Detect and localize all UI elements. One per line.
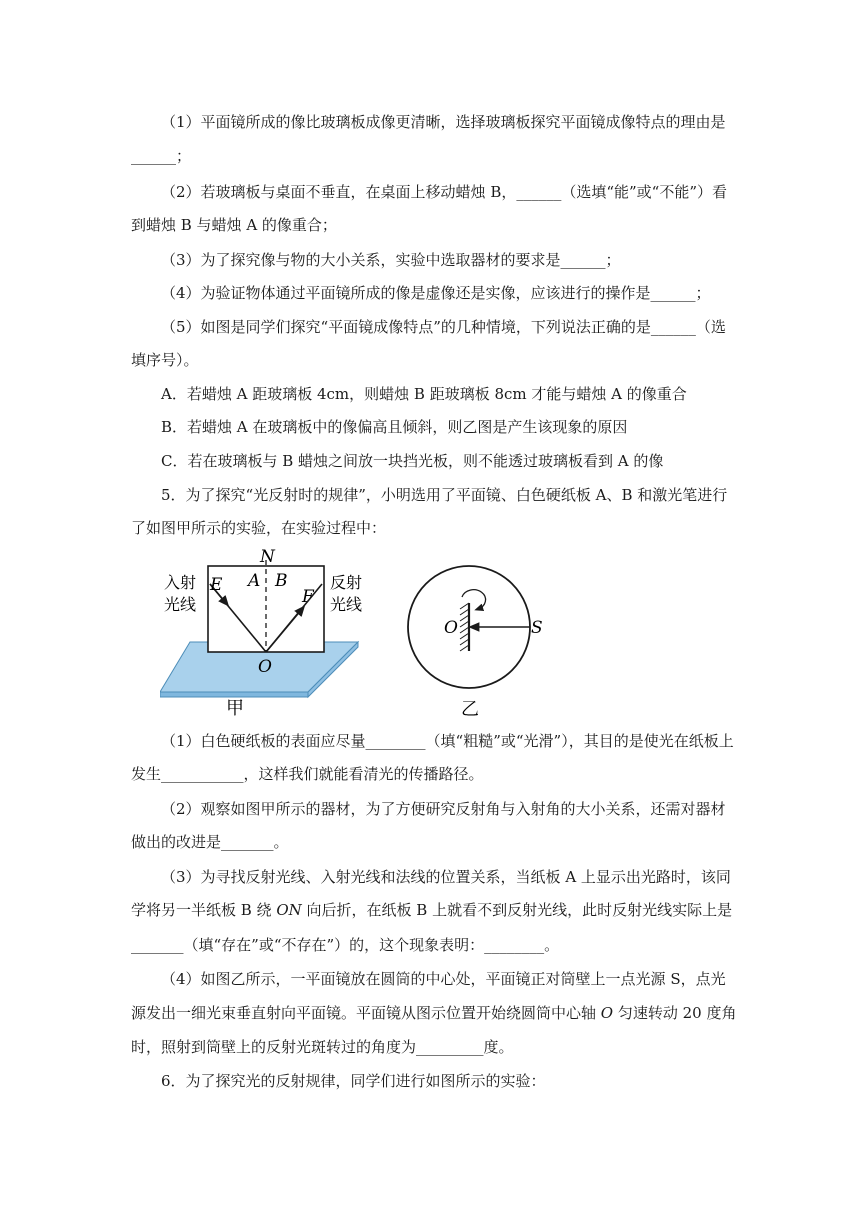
q5-part2-line2: 做出的改进是_______。: [131, 833, 289, 851]
figure-yi-caption: 乙: [461, 699, 479, 720]
q5-stem-line1: 5．为了探究“光反射时的规律”，小明选用了平面镜、白色硬纸板 A、B 和激光笔进行: [161, 486, 728, 504]
q4-part2-line2: 到蜡烛 B 与蜡烛 A 的像重合；: [131, 216, 337, 234]
axis-o-label: O: [600, 1004, 614, 1022]
q4-part5-line1: （5）如图是同学们探究“平面镜成像特点”的几种情境，下列说法正确的是______（选: [161, 318, 726, 336]
label-n: N: [260, 548, 275, 567]
q5-part4-line2: [131, 1003, 737, 1023]
q4-part4: （4）为验证物体通过平面镜所成的像是虚像还是实像，应该进行的操作是______；: [161, 284, 711, 302]
figure-jia-caption: 甲: [226, 698, 244, 719]
q5-part1-line2: 发生___________，这样我们就能看清光的传播路径。: [131, 765, 484, 783]
q5-part4-line2-post: 匀速转动 20 度角: [613, 1004, 737, 1022]
label-reflected-ray-1: 反射: [330, 573, 363, 592]
q5-part2-line1: （2）观察如图甲所示的器材，为了方便研究反射角与入射角的大小关系，还需对器材: [161, 800, 726, 818]
q4-part3: （3）为了探究像与物的大小关系，实验中选取器材的要求是______；: [161, 251, 621, 269]
figure-jia-reflection-setup: [160, 548, 370, 720]
q4-option-b: B．若蜡烛 A 在玻璃板中的像偏高且倾斜，则乙图是产生该现象的原因: [161, 418, 628, 436]
q5-part3-line2: [131, 900, 732, 920]
label-board-b: B: [275, 571, 288, 591]
label-o: O: [444, 618, 458, 638]
q5-part4-line3: 时，照射到筒壁上的反射光斑转过的角度为_________度。: [131, 1038, 514, 1056]
q5-part4-line1: （4）如图乙所示，一平面镜放在圆筒的中心处，平面镜正对筒壁上一点光源 S，点光: [161, 970, 726, 988]
q4-option-c: C．若在玻璃板与 B 蜡烛之间放一块挡光板，则不能透过玻璃板看到 A 的像: [161, 452, 664, 470]
rotation-arrow-icon: [462, 590, 486, 609]
figure-yi-cylinder-mirror: [400, 565, 560, 725]
q5-part3-line3: _______（填“存在”或“不存在”）的，这个现象表明：________。: [131, 936, 560, 954]
q5-part1-line1: （1）白色硬纸板的表面应尽量________（填“粗糙”或“光滑”），其目的是使光在纸板上: [161, 732, 734, 750]
label-reflected-ray-2: 光线: [330, 595, 363, 614]
mirror-edge-front: [160, 692, 308, 697]
label-s: S: [531, 618, 543, 638]
q4-part1-line1: （1）平面镜所成的像比玻璃板成像更清晰，选择玻璃板探究平面镜成像特点的理由是: [161, 113, 726, 131]
q6-stem: 6．为了探究光的反射规律，同学们进行如图所示的实验：: [161, 1072, 546, 1090]
mirror-hatching: [460, 603, 469, 651]
label-incident-ray-1: 入射: [164, 573, 197, 592]
q4-part2-line1: （2）若玻璃板与桌面不垂直，在桌面上移动蜡烛 B，______（选填“能”或“不能”）看: [161, 183, 728, 201]
q5-stem-line2: 了如图甲所示的实验，在实验过程中：: [131, 519, 387, 537]
q4-part5-line2: 填序号）。: [131, 351, 199, 369]
label-board-a: A: [248, 571, 261, 591]
label-o: O: [258, 657, 272, 677]
q5-part3-line2-post: 向后折，在纸板 B 上就看不到反射光线，此时反射光线实际上是: [301, 901, 733, 919]
q5-part3-line1: （3）为寻找反射光线、入射光线和法线的位置关系，当纸板 A 上显示出光路时，该同: [161, 868, 731, 886]
q4-option-a: A．若蜡烛 A 距玻璃板 4cm，则蜡烛 B 距玻璃板 8cm 才能与蜡烛 A 的像重合: [161, 385, 687, 403]
on-label: ON: [276, 901, 302, 919]
q5-part4-line2-pre: 源发出一细光束垂直射向平面镜。平面镜从图示位置开始绕圆筒中心轴: [131, 1004, 601, 1022]
label-incident-ray-2: 光线: [164, 595, 197, 614]
q4-part1-line2: ______；: [131, 147, 192, 165]
label-e: E: [210, 575, 223, 595]
label-f: F: [302, 587, 314, 607]
q5-part3-line2-pre: 学将另一半纸板 B 绕: [131, 901, 277, 919]
